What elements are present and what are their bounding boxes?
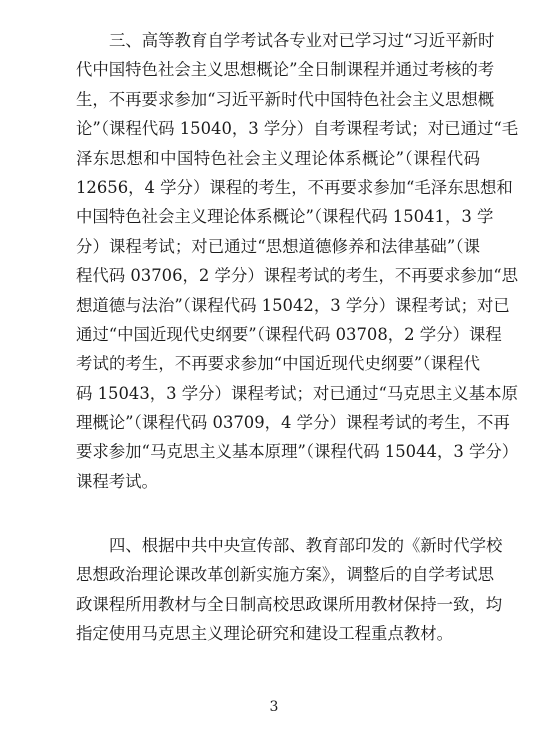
paragraph-line: 代中国特色社会主义思想概论”全日制课程并通过考核的考 — [76, 60, 495, 80]
paragraph-3 — [76, 26, 519, 496]
paragraph-line: 通过“中国近现代史纲要”（课程代码 03708，2 学分）课程 — [76, 324, 502, 344]
paragraph-line: 考试的考生，不再要求参加“中国近现代史纲要”（课程代 — [76, 354, 480, 374]
paragraph-line: 三、高等教育自学考试各专业对已学习过“习近平新时 — [109, 31, 495, 50]
paragraph-line: 12656，4 学分）课程的考生，不再要求参加“毛泽东思想和 — [76, 177, 513, 197]
paragraph-line: 论”（课程代码 15040，3 学分）自考课程考试；对已通过“毛 — [76, 119, 519, 139]
paragraph-line: 码 15043，3 学分）课程考试；对已通过“马克思主义基本原 — [76, 383, 518, 403]
paragraph-line: 四、根据中共中央宣传部、教育部印发的《新时代学校 — [109, 536, 503, 555]
paragraph-line: 课程考试。 — [76, 471, 158, 491]
paragraph-line: 想道德与法治”（课程代码 15042，3 学分）课程考试；对已 — [76, 295, 510, 315]
paragraph-line: 思想政治理论课改革创新实施方案》，调整后的自学考试思 — [76, 565, 494, 585]
paragraph-line: 分）课程考试；对已通过“思想道德修养和法律基础”（课 — [76, 236, 480, 256]
paragraph-line: 泽东思想和中国特色社会主义理论体系概论”（课程代码 — [76, 148, 480, 168]
paragraph-line: 中国特色社会主义理论体系概论”（课程代码 15041，3 学 — [76, 207, 494, 227]
paragraph-line: 要求参加“马克思主义基本原理”（课程代码 15044，3 学分） — [76, 442, 519, 462]
paragraph-4 — [76, 531, 503, 649]
paragraph-line: 政课程所用教材与全日制高校思政课所用教材保持一致，均 — [76, 594, 503, 614]
page-number: 3 — [269, 699, 279, 715]
paragraph-line: 程代码 03706，2 学分）课程考试的考生，不再要求参加“思 — [76, 266, 518, 286]
paragraph-line: 指定使用马克思主义理论研究和建设工程重点教材。 — [76, 624, 453, 644]
paragraph-line: 生，不再要求参加“习近平新时代中国特色社会主义思想概 — [76, 89, 495, 109]
paragraph-line: 理概论”（课程代码 03709，4 学分）课程考试的考生，不再 — [76, 413, 510, 433]
